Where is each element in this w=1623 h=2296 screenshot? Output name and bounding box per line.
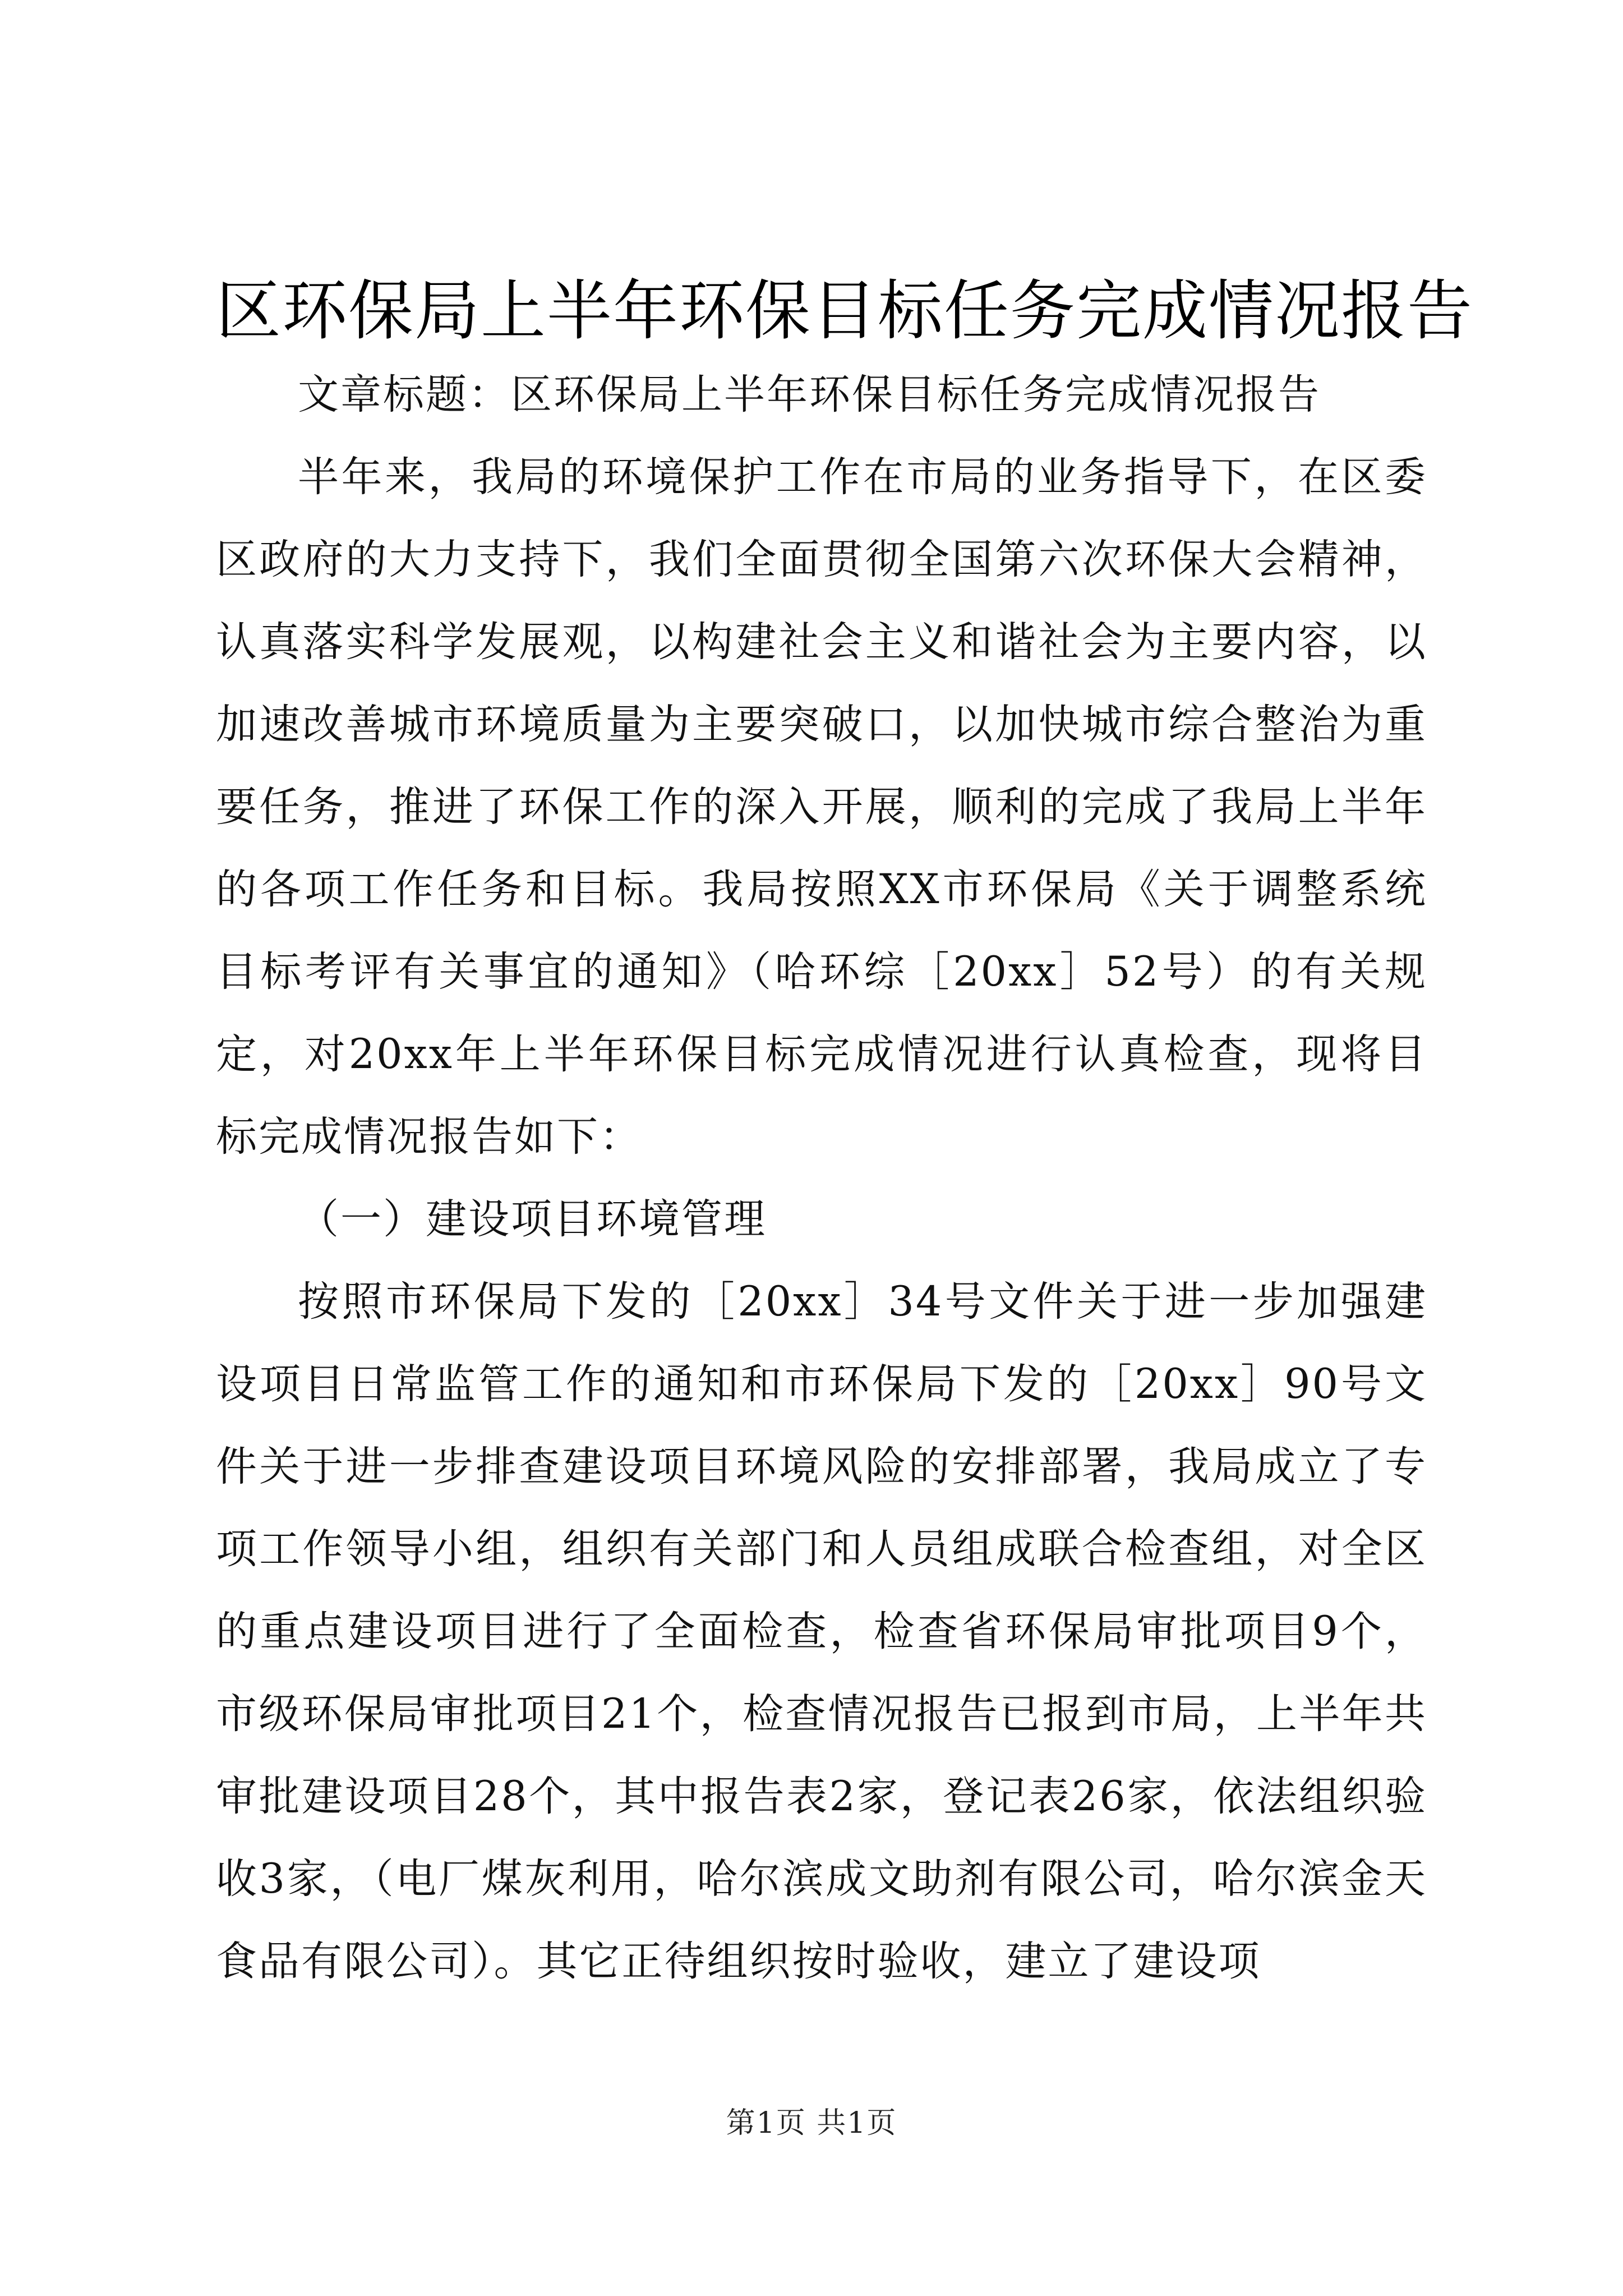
section-heading-construction-projects: （一）建设项目环境管理 xyxy=(298,1195,767,1243)
document-body xyxy=(216,269,1473,2003)
paragraph-construction-projects: 按照市环保局下发的［20xx］34号文件关于进一步加强建设项目日常监管工作的通知和市环保局下发的［20xx］90号文件关于进一步排查建设项目环境风险的安排部署，我局成立了专项工作领导小组，组织有关部门和人员组成联合检查组，对全区的重点建设项目进行了全面检查，检查省环保局审批项目9个，市级环保局审批项目21个，检查情况报告已报到市局，上半年共审批建设项目28个，其中报告表2家，登记表26家，依法组织验收3家，（电厂煤灰利用，哈尔滨成文助剂有限公司，哈尔滨金天食品有限公司）。其它正待组织按时验收，建立了建设项 xyxy=(216,1278,1427,1985)
document-title: 区环保局上半年环保目标任务完成情况报告 xyxy=(216,273,1473,349)
article-title-line: 文章标题：区环保局上半年环保目标任务完成情况报告 xyxy=(298,371,1321,418)
paragraph-intro: 半年来，我局的环境保护工作在市局的业务指导下，在区委区政府的大力支持下，我们全面贯彻全国第六次环保大会精神，认真落实科学发展观，以构建社会主义和谐社会为主要内容，以加速改善城市环境质量为主要突破口，以加快城市综合整治为重要任务，推进了环保工作的深入开展，顺利的完成了我局上半年的各项工作任务和目标。我局按照XX市环保局《关于调整系统目标考评有关事宜的通知》（哈环综［20xx］52号）的有关规定，对20xx年上半年环保目标完成情况进行认真检查，现将目标完成情况报告如下： xyxy=(216,453,1427,1161)
page-footer: 第1页 共1页 xyxy=(726,2106,897,2140)
